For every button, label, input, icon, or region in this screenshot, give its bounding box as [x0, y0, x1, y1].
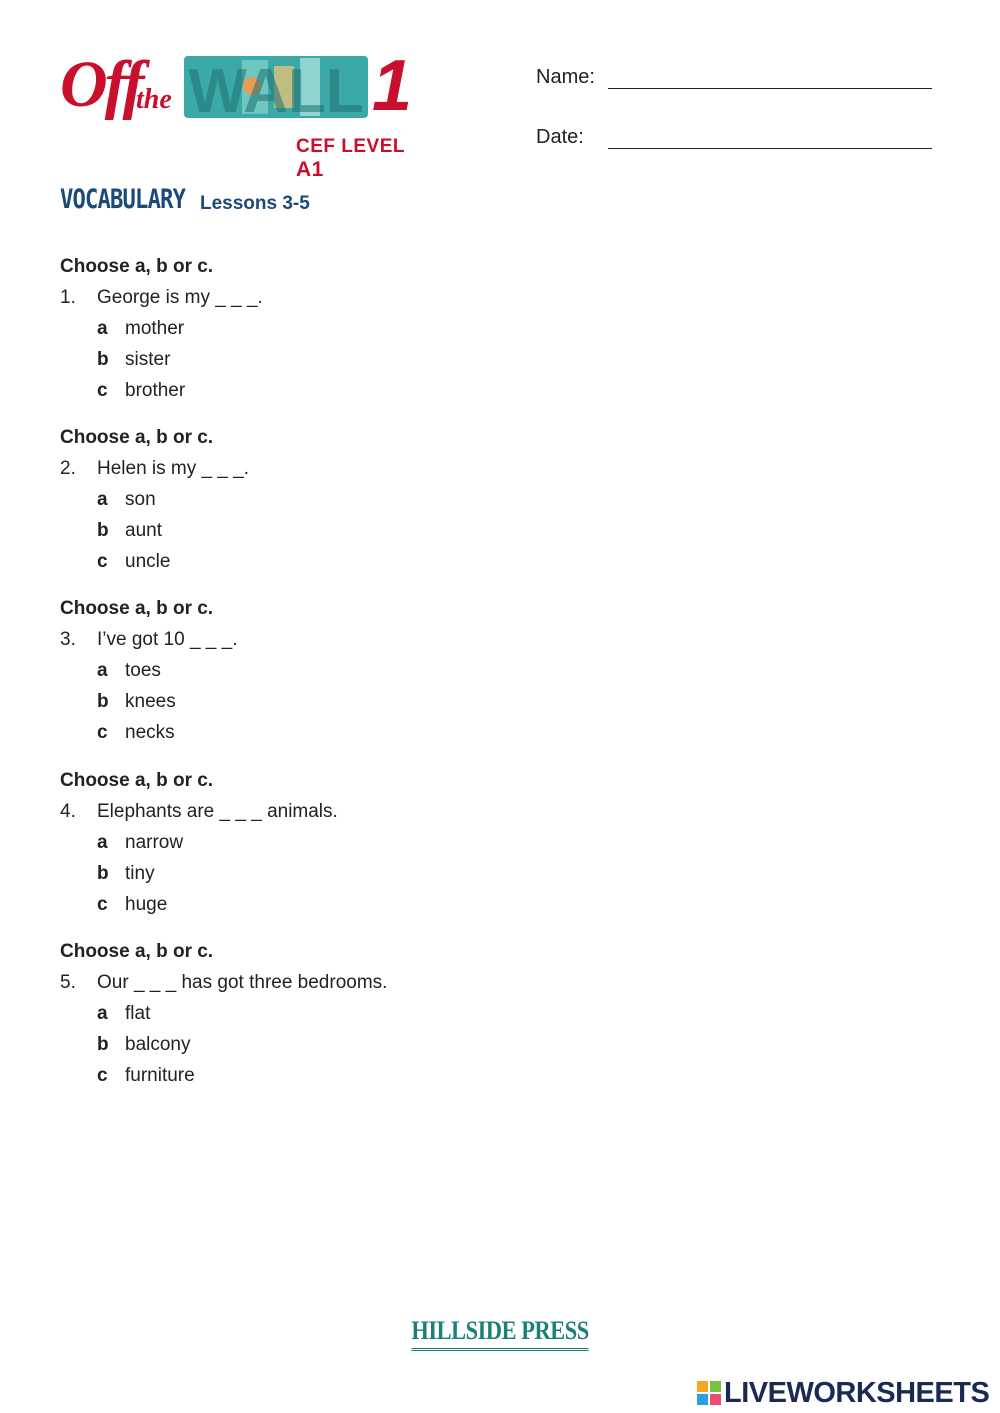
- logo-off-text: Off: [60, 48, 142, 121]
- question-instruction: Choose a, b or c.: [60, 770, 214, 791]
- option-text: balcony: [125, 1034, 191, 1055]
- option-text: tiny: [125, 863, 155, 884]
- logo-wall-text: WALL: [188, 57, 364, 126]
- option-text: knees: [125, 691, 176, 712]
- option-letter: b: [97, 691, 109, 712]
- answer-option-b[interactable]: [60, 686, 660, 717]
- answer-option-a[interactable]: [60, 998, 660, 1029]
- question-prompt: [60, 967, 660, 998]
- question-text: George is my _ _ _.: [97, 287, 263, 308]
- option-text: flat: [125, 1003, 151, 1024]
- publisher-name: HILLSIDE PRESS: [411, 1316, 588, 1351]
- logo-number: 1: [372, 46, 413, 126]
- question-prompt: [60, 453, 660, 484]
- option-letter: c: [97, 894, 108, 915]
- question-number: 5.: [60, 972, 76, 993]
- option-letter: b: [97, 1034, 109, 1055]
- answer-option-b[interactable]: [60, 1029, 660, 1060]
- option-text: narrow: [125, 832, 184, 853]
- answer-option-b[interactable]: [60, 515, 660, 546]
- question-text: I’ve got 10 _ _ _.: [97, 629, 238, 650]
- option-text: furniture: [125, 1065, 195, 1086]
- answer-option-b[interactable]: [60, 344, 660, 375]
- question-prompt: [60, 624, 660, 655]
- question-text: Our _ _ _ has got three bedrooms.: [97, 972, 388, 993]
- question-instruction: Choose a, b or c.: [60, 427, 214, 448]
- name-field[interactable]: [608, 88, 932, 89]
- option-letter: c: [97, 551, 108, 572]
- question-text: Elephants are _ _ _ animals.: [97, 801, 338, 822]
- option-letter: b: [97, 349, 109, 370]
- option-letter: a: [97, 1003, 108, 1024]
- date-field[interactable]: [608, 148, 932, 149]
- option-letter: b: [97, 863, 109, 884]
- date-label: Date:: [536, 126, 584, 148]
- option-text: son: [125, 489, 156, 510]
- question-prompt: [60, 282, 660, 313]
- question-text: Helen is my _ _ _.: [97, 458, 250, 479]
- answer-option-c[interactable]: [60, 889, 660, 920]
- logo-the-text: the: [136, 84, 172, 115]
- logo-wall-graphic: [182, 46, 370, 126]
- publisher-logo: [0, 1316, 1000, 1351]
- option-letter: a: [97, 660, 108, 681]
- section-subtitle: Lessons 3-5: [200, 193, 310, 214]
- liveworksheets-brand[interactable]: [696, 1376, 996, 1410]
- option-text: mother: [125, 318, 185, 339]
- name-label: Name:: [536, 66, 595, 88]
- liveworksheets-icon: [696, 1380, 722, 1406]
- option-text: necks: [125, 722, 175, 743]
- answer-option-a[interactable]: [60, 655, 660, 686]
- cef-level-label: [296, 136, 420, 182]
- question-block: [60, 251, 660, 406]
- option-letter: a: [97, 318, 108, 339]
- question-instruction: Choose a, b or c.: [60, 941, 214, 962]
- option-text: huge: [125, 894, 168, 915]
- option-letter: a: [97, 489, 108, 510]
- course-logo: [60, 44, 420, 181]
- option-text: sister: [125, 349, 171, 370]
- liveworksheets-text: LIVEWORKSHEETS: [724, 1377, 990, 1409]
- question-number: 4.: [60, 801, 76, 822]
- option-letter: c: [97, 380, 108, 401]
- question-block: [60, 765, 660, 920]
- question-number: 2.: [60, 458, 76, 479]
- question-instruction: Choose a, b or c.: [60, 256, 214, 277]
- option-text: aunt: [125, 520, 162, 541]
- question-number: 1.: [60, 287, 76, 308]
- answer-option-c[interactable]: [60, 1060, 660, 1091]
- option-letter: a: [97, 832, 108, 853]
- cef-level-prefix: CEF LEVEL: [296, 136, 405, 157]
- question-block: [60, 593, 660, 748]
- question-instruction: Choose a, b or c.: [60, 598, 214, 619]
- answer-option-a[interactable]: [60, 484, 660, 515]
- option-letter: c: [97, 722, 108, 743]
- question-prompt: [60, 796, 660, 827]
- answer-option-a[interactable]: [60, 827, 660, 858]
- cef-level-value: A1: [296, 158, 324, 181]
- answer-option-c[interactable]: [60, 375, 660, 406]
- answer-option-b[interactable]: [60, 858, 660, 889]
- question-block: [60, 936, 660, 1091]
- answer-option-c[interactable]: [60, 546, 660, 577]
- answer-option-a[interactable]: [60, 313, 660, 344]
- answer-option-c[interactable]: [60, 717, 660, 748]
- question-number: 3.: [60, 629, 76, 650]
- option-text: toes: [125, 660, 161, 681]
- option-text: brother: [125, 380, 186, 401]
- question-block: [60, 422, 660, 577]
- option-text: uncle: [125, 551, 171, 572]
- option-letter: b: [97, 520, 109, 541]
- option-letter: c: [97, 1065, 108, 1086]
- section-title: VOCABULARY: [60, 184, 186, 215]
